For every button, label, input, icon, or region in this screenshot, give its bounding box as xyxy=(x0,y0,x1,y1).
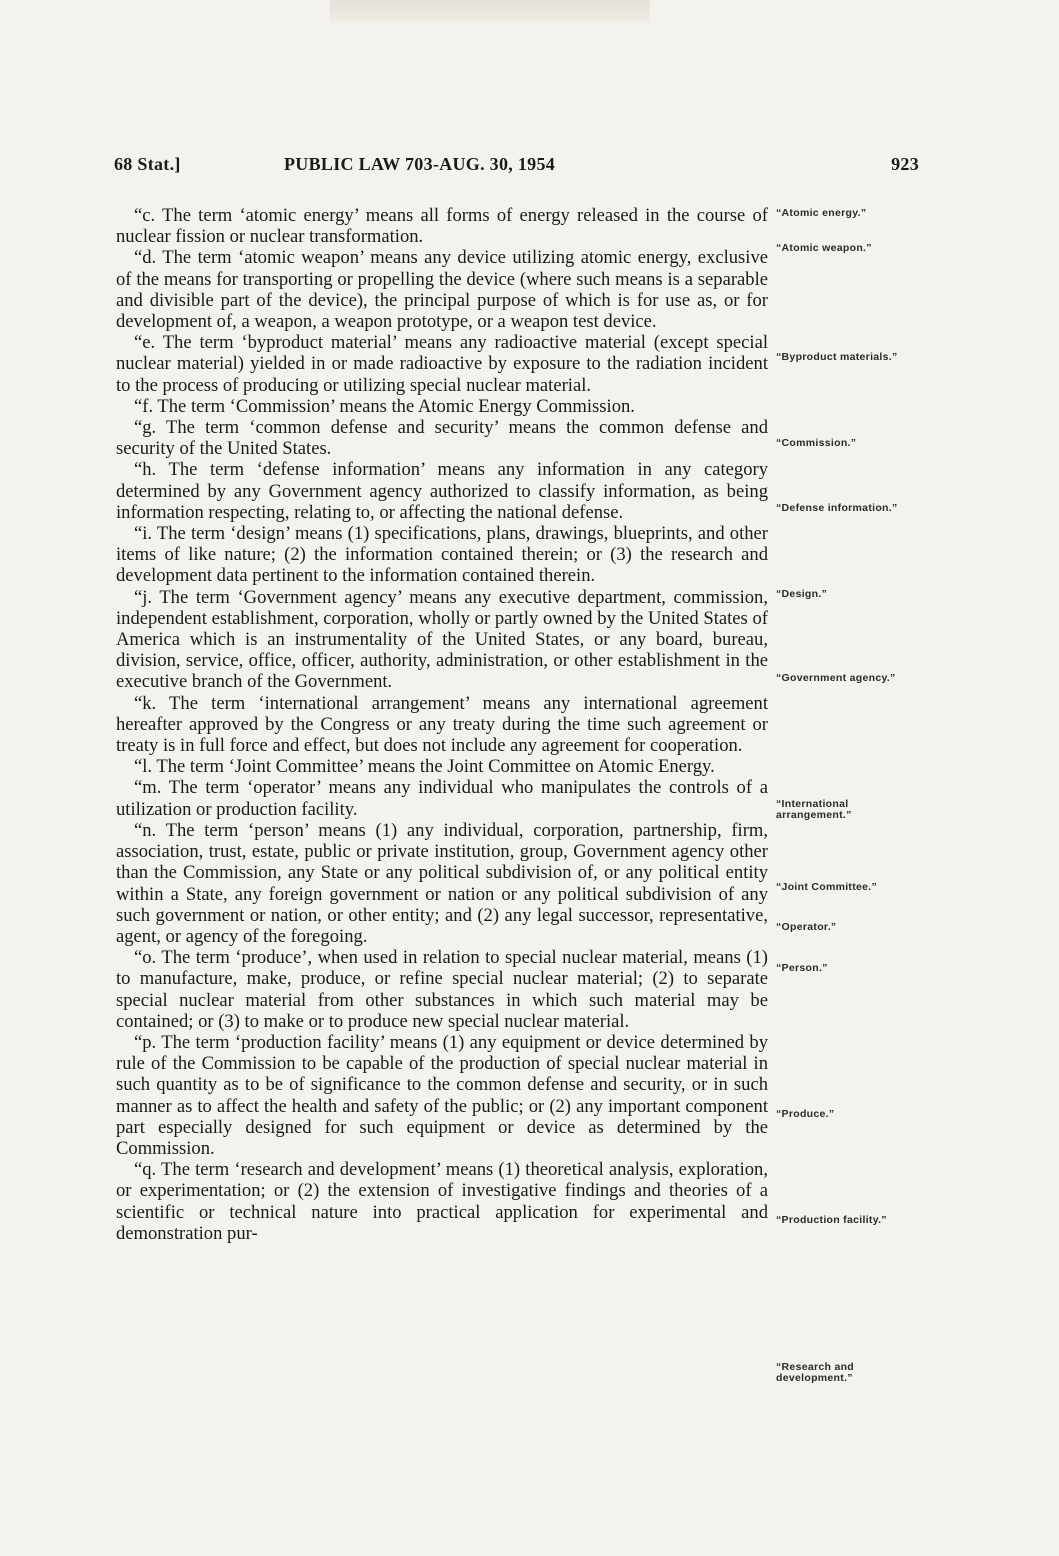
page-title: PUBLIC LAW 703-AUG. 30, 1954 xyxy=(284,154,556,174)
margin-note-commission: “Commission.” xyxy=(776,437,857,449)
paragraph-g: “g. The term ‘common defense and security’ means the common defense and security of the United States. xyxy=(116,417,768,460)
margin-note-person: “Person.” xyxy=(776,962,828,974)
paragraph-d: “d. The term ‘atomic weapon’ means any device utilizing atomic energy, exclusive of the means for transporting or propelling the device (where such means is a separable and divisible part of the device), the principal purpose of which is for use as, or for development of, a weapon, a weapon prototype, or a weapon test device. xyxy=(116,247,768,333)
margin-note-international-arrangement: “International arrangement.” xyxy=(776,798,852,821)
margin-note-atomic-weapon: “Atomic weapon.” xyxy=(776,242,872,254)
paragraph-c: “c. The term ‘atomic energy’ means all forms of energy released in the course of nuclear fission or nuclear transformation. xyxy=(116,205,768,248)
margin-note-operator: “Operator.” xyxy=(776,921,837,933)
paragraph-p: “p. The term ‘production facility’ means (1) any equipment or device determined by rule of the Commission to be capable of the production of special nuclear material in such quantity as to be of significance to the common defense and security, or in such manner as to affect the health and safety of the public; or (2) any important component part especially designed for such equipment or device as determined by the Commission. xyxy=(116,1031,768,1159)
margin-note-production-facility: “Production facility.” xyxy=(776,1214,887,1226)
paragraph-i: “i. The term ‘design’ means (1) specifications, plans, drawings, blueprints, and other items of like nature; (2) the information contained therein; or (3) the research and development data pertinent to the information contained therein. xyxy=(116,523,768,587)
margin-note-byproduct-materials: “Byproduct materials.” xyxy=(776,351,898,363)
margin-note-research-and-development: “Research and development.” xyxy=(776,1361,855,1384)
show-through-artifact xyxy=(330,0,650,22)
paragraph-o: “o. The term ‘produce’, when used in relation to special nuclear material, means (1) to manufacture, make, produce, or refine special nuclear material; (2) to separate special nuclear material from other substances in which such material may be contained; or (3) to make or to produce new special nuclear material. xyxy=(116,947,768,1032)
paragraph-h: “h. The term ‘defense information’ means any information in any category determined by any Government agency authorized to classify information, as being information respecting, relating to, or affecting the national defense. xyxy=(116,459,768,523)
margin-note-joint-committee: “Joint Committee.” xyxy=(776,881,878,893)
statute-volume: 68 Stat.] xyxy=(114,154,181,174)
paragraph-j: “j. The term ‘Government agency’ means any executive department, commission, independent establishment, corporation, wholly or partly owned by the United States of America which is an instrumentality of the United States, or any board, bureau, division, service, office, officer, authority, administration, or other establishment in the executive branch of the Government. xyxy=(116,586,768,693)
paragraph-m: “m. The term ‘operator’ means any individual who manipulates the controls of a utilization or production facility. xyxy=(116,777,768,820)
paragraph-l: “l. The term ‘Joint Committee’ means the Joint Committee on Atomic Energy. xyxy=(134,756,715,778)
margin-note-atomic-energy: “Atomic energy.” xyxy=(776,207,867,219)
margin-note-produce: “Produce.” xyxy=(776,1108,835,1120)
paragraph-q: “q. The term ‘research and development’ means (1) theoretical analysis, exploration, or experimentation; or (2) the extension of investigative findings and theories of a scientific or technical nature into practical application for experimental and demonstration pur- xyxy=(116,1159,768,1244)
margin-note-government-agency: “Government agency.” xyxy=(776,672,896,684)
paragraph-f: “f. The term ‘Commission’ means the Atomic Energy Commission. xyxy=(134,395,635,417)
page-number: 923 xyxy=(891,154,919,174)
margin-note-defense-information: “Defense information.” xyxy=(776,502,898,514)
body-text xyxy=(116,205,768,1244)
paragraph-n: “n. The term ‘person’ means (1) any individual, corporation, partnership, firm, association, trust, estate, public or private institution, group, Government agency other than the Commission, any State or any political subdivision of, or any political entity within a State, any foreign government or nation or any political subdivision of any such government or nation, or other entity; and (2) any legal successor, representative, agent, or agency of the foregoing. xyxy=(116,819,768,947)
paragraph-e: “e. The term ‘byproduct material’ means any radioactive material (except special nuclear material) yielded in or made radioactive by exposure to the radiation incident to the process of producing or utilizing special nuclear material. xyxy=(116,332,768,396)
margin-note-design: “Design.” xyxy=(776,588,828,600)
paragraph-k: “k. The term ‘international arrangement’ means any international agreement hereafter approved by the Congress or any treaty during the time such agreement or treaty is in full force and effect, but does not include any agreement for cooperation. xyxy=(116,692,768,757)
